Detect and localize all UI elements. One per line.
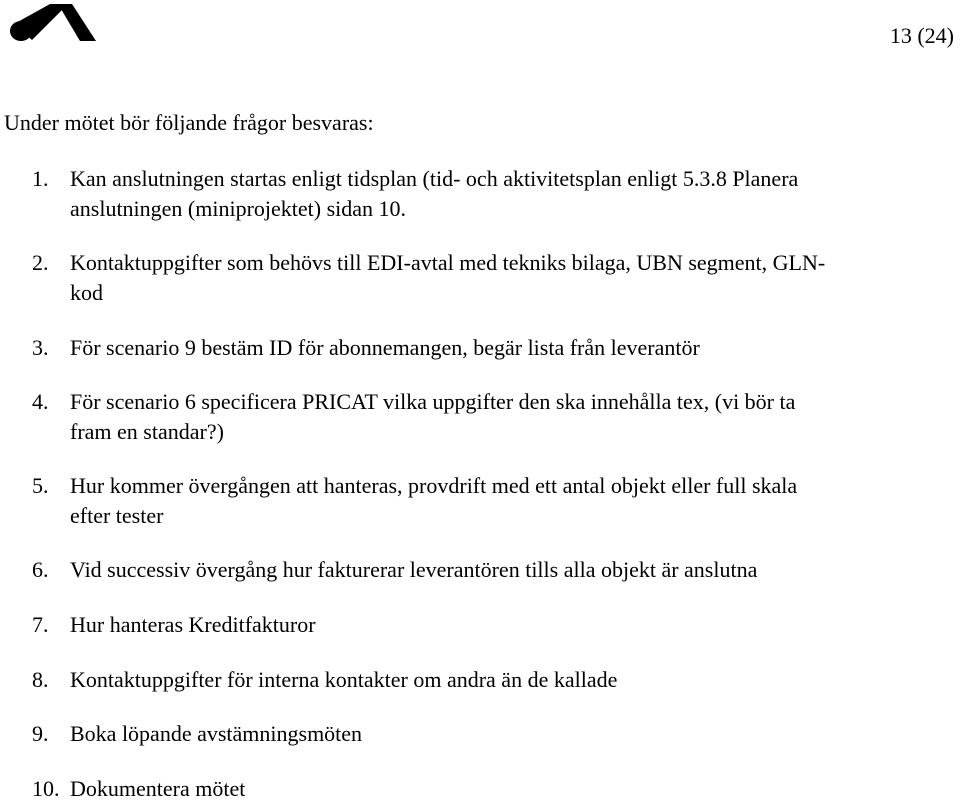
list-item-number: 4. — [32, 389, 49, 414]
list-item-number: 7. — [32, 612, 49, 637]
page-number: 13 (24) — [889, 23, 954, 48]
company-logo-icon — [10, 4, 96, 42]
list-item-text: Kontaktuppgifter för interna kontakter om andra än de kallade — [70, 667, 618, 692]
list-item-number: 8. — [32, 667, 49, 692]
list-item-text: Kontaktuppgifter som behövs till EDI-avtal med tekniks bilaga, UBN segment, GLN- kod — [70, 250, 826, 305]
list-item-number: 9. — [32, 721, 49, 746]
list-item-text: Kan anslutningen startas enligt tidsplan (tid- och aktivitetsplan enligt 5.3.8 Planera anslutningen (miniprojektet) sidan 10. — [70, 166, 799, 221]
intro-text: Under mötet bör följande frågor besvaras: — [4, 110, 374, 135]
list-item-number: 2. — [32, 250, 49, 275]
list-item-text: Hur kommer övergången att hanteras, provdrift med ett antal objekt eller full skala efter tester — [70, 473, 798, 528]
list-item-text: Hur hanteras Kreditfakturor — [70, 612, 316, 637]
list-item-text: Dokumentera mötet — [70, 776, 246, 801]
list-item-text: För scenario 6 specificera PRICAT vilka uppgifter den ska innehålla tex, (vi bör ta fram en standar?) — [70, 389, 796, 444]
list-item-number: 1. — [32, 166, 49, 191]
list-item-text: För scenario 9 bestäm ID för abonnemangen, begär lista från leverantör — [70, 335, 700, 360]
list-item-number: 3. — [32, 335, 49, 360]
list-item-number: 6. — [32, 557, 49, 582]
list-item-text: Boka löpande avstämningsmöten — [70, 721, 363, 746]
list-item-number: 10. — [32, 776, 60, 801]
list-item-number: 5. — [32, 473, 49, 498]
list-item-text: Vid successiv övergång hur fakturerar leverantören tills alla objekt är anslutna — [70, 557, 758, 582]
